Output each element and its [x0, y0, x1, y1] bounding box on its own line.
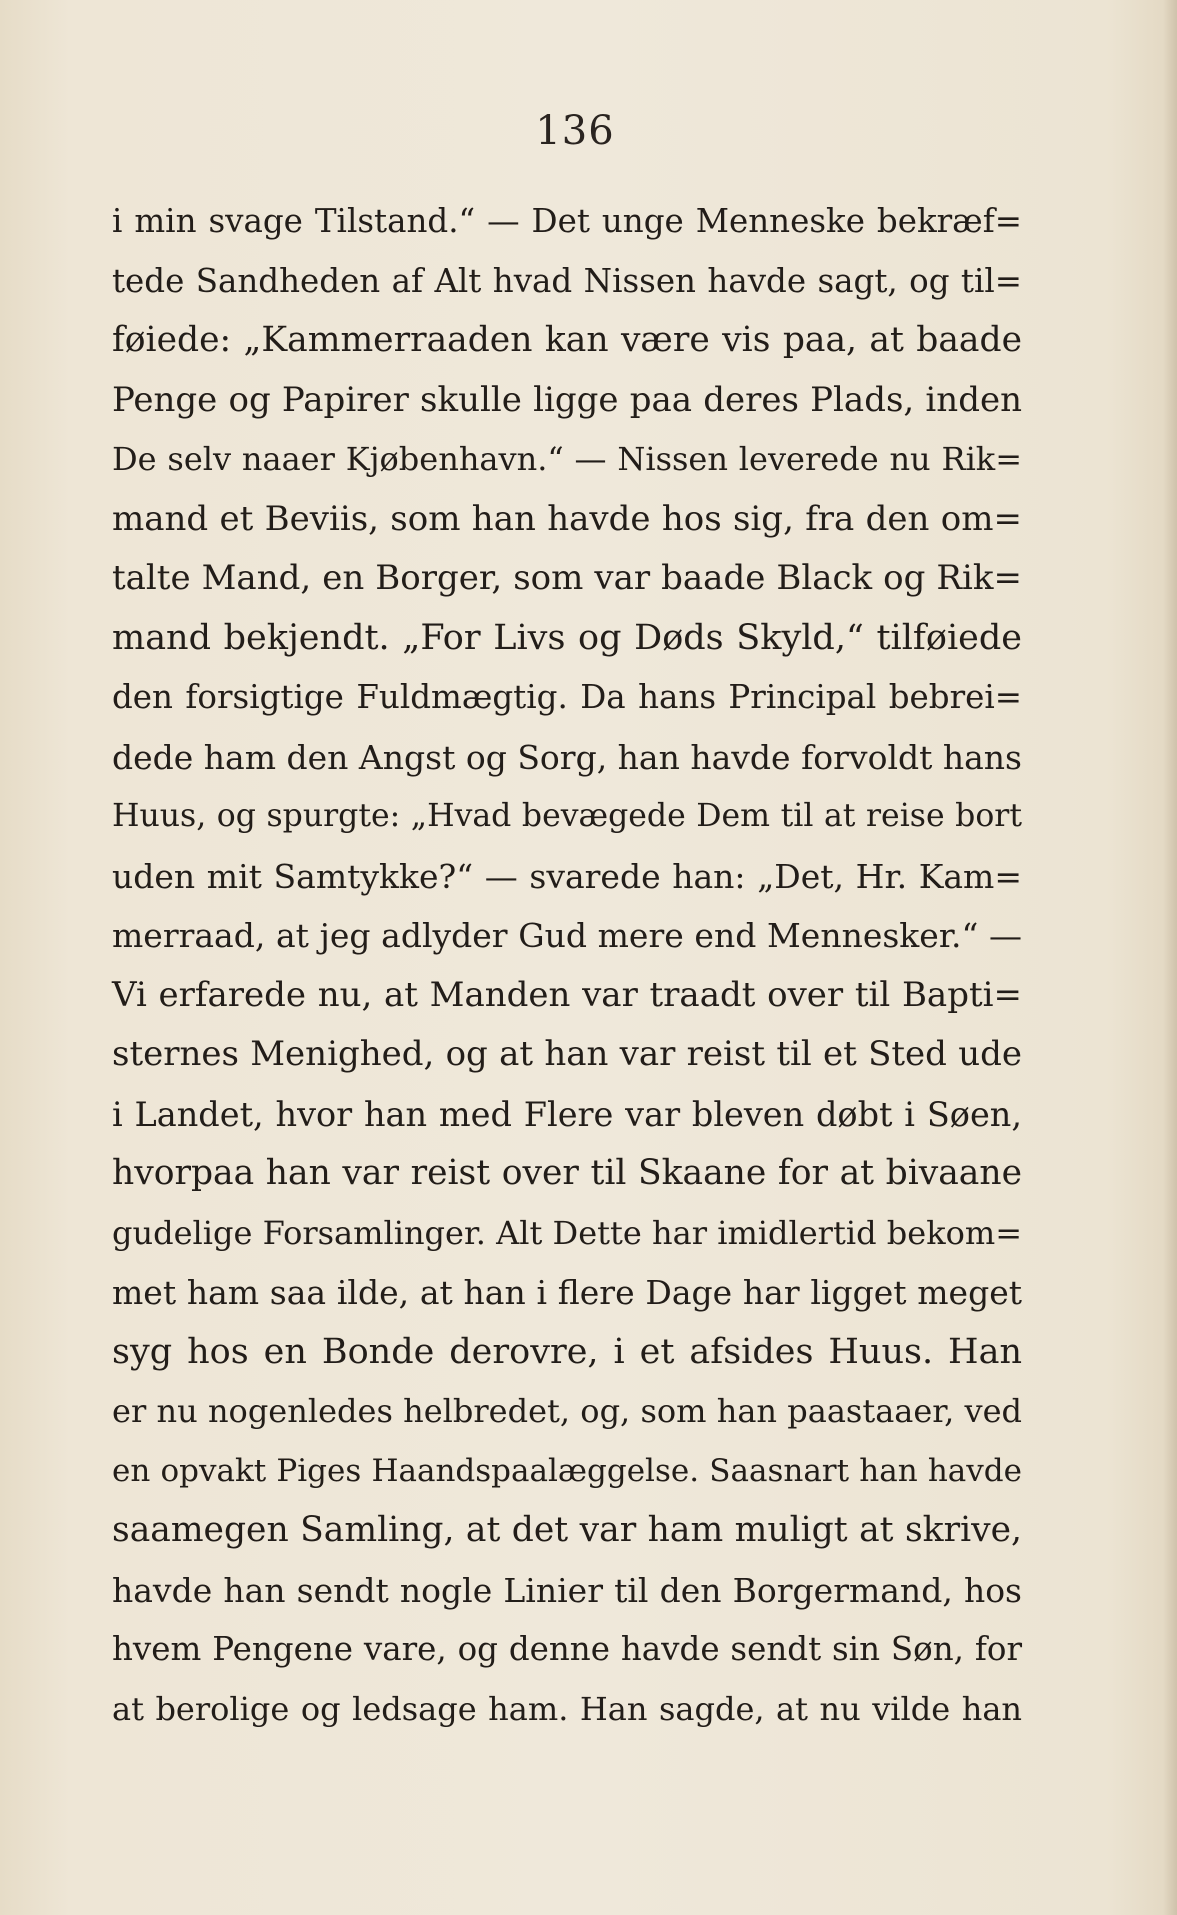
text-line: talte Mand, en Borger, som var baade Black og Rik= [112, 558, 1022, 598]
text-line: dede ham den Angst og Sorg, han havde forvoldt hans [112, 737, 1022, 777]
text-line: Penge og Papirer skulle ligge paa deres Plads, inden [112, 379, 1022, 420]
text-line: i Landet, hvor han med Flere var bleven døbt i Søen, [112, 1094, 1022, 1134]
text-line: er nu nogenledes helbredet, og, som han paastaaer, ved [112, 1392, 1022, 1430]
text-line: en opvakt Piges Haandspaalæggelse. Saasnart han havde [112, 1452, 1022, 1489]
text-line: Huus, og spurgte: „Hvad bevægede Dem til at reise bort [112, 798, 1022, 834]
page-number: 136 [535, 108, 615, 154]
text-line: føiede: „Kammerraaden kan være vis paa, at baade [112, 320, 1022, 360]
text-line: uden mit Samtykke?“ — svarede han: „Det, Hr. Kam= [112, 856, 1022, 896]
text-line: havde han sendt nogle Linier til den Borgermand, hos [112, 1570, 1022, 1610]
text-line: den forsigtige Fuldmægtig. Da hans Principal bebrei= [112, 678, 1022, 716]
text-line: met ham saa ilde, at han i flere Dage har ligget meget [112, 1273, 1022, 1312]
text-line: at berolige og ledsage ham. Han sagde, at nu vilde han [112, 1689, 1022, 1728]
text-line: mand et Beviis, som han havde hos sig, fra den om= [112, 498, 1022, 539]
page-edge-shadow [1163, 0, 1177, 1915]
text-line: mand bekjendt. „For Livs og Døds Skyld,“ tilføiede [112, 617, 1022, 658]
text-line: hvorpaa han var reist over til Skaane for at bivaane [112, 1153, 1022, 1193]
text-line: tede Sandheden af Alt hvad Nissen havde sagt, og til= [112, 261, 1022, 300]
text-line: syg hos en Bonde derovre, i et afsides Huus. Han [112, 1331, 1022, 1372]
text-line: merraad, at jeg adlyder Gud mere end Mennesker.“ — [112, 916, 1022, 955]
text-line: sternes Menighed, og at han var reist til et Sted ude [112, 1034, 1022, 1074]
body-text [112, 192, 1022, 1739]
text-line: saamegen Samling, at det var ham muligt at skrive, [112, 1510, 1022, 1550]
text-line: gudelige Forsamlinger. Alt Dette har imidlertid bekom= [112, 1213, 1022, 1252]
text-line: Vi erfarede nu, at Manden var traadt over til Bapti= [112, 974, 1022, 1015]
text-line: hvem Pengene vare, og denne havde sendt sin Søn, for [112, 1630, 1022, 1668]
text-line: De selv naaer Kjøbenhavn.“ — Nissen leverede nu Rik= [112, 440, 1022, 478]
text-line: i min svage Tilstand.“ — Det unge Menneske bekræf= [112, 202, 1022, 240]
